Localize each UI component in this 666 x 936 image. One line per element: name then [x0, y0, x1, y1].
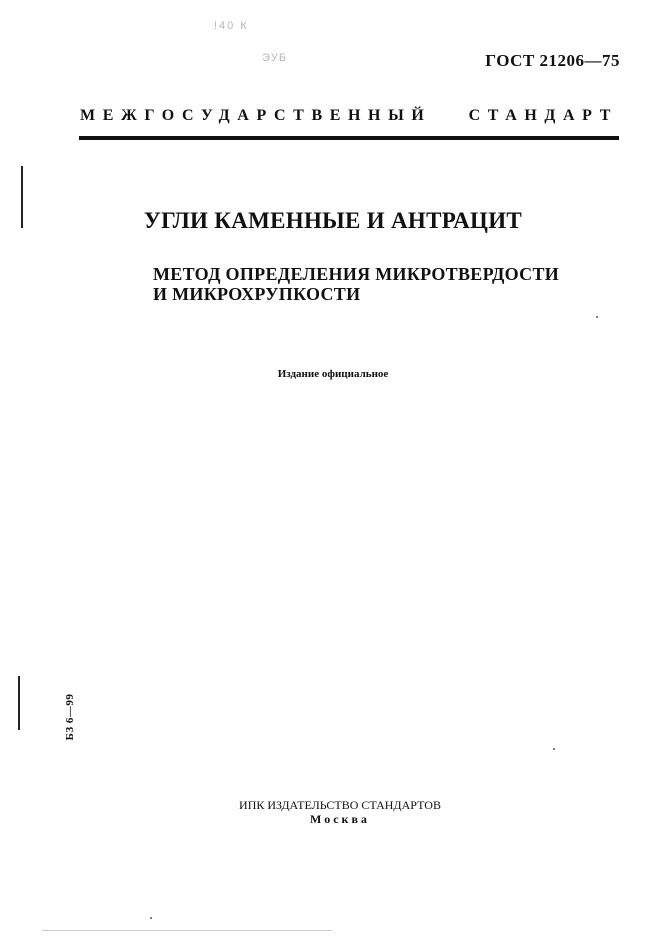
scan-speck — [553, 748, 555, 750]
banner-rule — [79, 136, 619, 140]
subtitle-line-2: И МИКРОХРУПКОСТИ — [153, 284, 361, 304]
scan-mark-top: !40 К — [214, 20, 249, 32]
banner-right-text: СТАНДАРТ — [468, 107, 618, 124]
subtitle-line-1: МЕТОД ОПРЕДЕЛЕНИЯ МИКРОТВЕРДОСТИ — [153, 264, 560, 284]
scan-speck — [150, 917, 152, 919]
margin-bar-lower — [18, 676, 20, 730]
document-subtitle — [153, 264, 559, 304]
side-code: БЗ 6—99 — [64, 693, 76, 741]
scan-mark-second: ЭУБ — [262, 52, 288, 64]
document-title: УГЛИ КАМЕННЫЕ И АНТРАЦИТ — [143, 208, 523, 233]
standard-banner — [80, 107, 618, 125]
banner-left-text: МЕЖГОСУДАРСТВЕННЫЙ — [80, 107, 432, 124]
document-number: ГОСТ 21206—75 — [485, 51, 620, 70]
publisher-city: Москва — [310, 812, 370, 826]
scan-speck — [596, 316, 598, 318]
edition-label: Издание официальное — [277, 368, 389, 380]
bottom-scan-line — [42, 930, 332, 931]
publisher-name: ИПК ИЗДАТЕЛЬСТВО СТАНДАРТОВ — [239, 798, 441, 812]
